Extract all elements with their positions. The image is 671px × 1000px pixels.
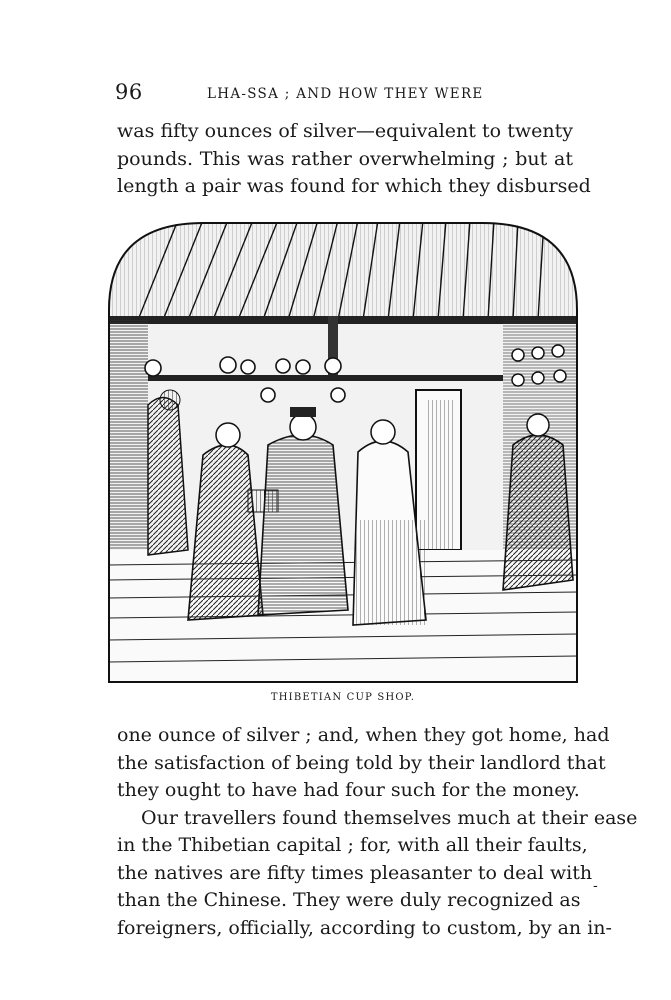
- page-number: 96: [115, 80, 143, 104]
- text-line: than the Chinese. They were duly recognized as: [117, 889, 581, 911]
- text-line: the satisfaction of being told by their landlord that: [117, 751, 606, 774]
- text-line: foreigners, officially, according to custom, by an in-: [117, 916, 612, 939]
- text-line-last: they ought to have had four such for the money.: [117, 779, 580, 801]
- text-line: was fifty ounces of silver—equivalent to twenty: [117, 120, 573, 142]
- text-line: Our travellers found themselves much at their ease: [141, 806, 638, 829]
- engraving-image: [108, 220, 578, 683]
- page-header: [115, 80, 575, 110]
- margin-mark: -: [593, 878, 598, 894]
- figure-caption: THIBETIAN CUP SHOP.: [270, 692, 416, 703]
- text-line: pounds. This was rather overwhelming ; but at: [117, 147, 573, 170]
- running-head: LHA-SSA ; AND HOW THEY WERE: [207, 86, 484, 102]
- paragraph-bottom: [117, 722, 638, 942]
- text-line: in the Thibetian capital ; for, with all their faults,: [117, 834, 588, 856]
- text-line: length a pair was found for which they disbursed: [117, 175, 591, 197]
- text-line: the natives are fifty times pleasanter to deal with: [117, 861, 593, 884]
- text-line: one ounce of silver ; and, when they got home, had: [117, 724, 610, 746]
- cup-shop-illustration: [108, 220, 578, 683]
- paragraph-top: [117, 118, 591, 201]
